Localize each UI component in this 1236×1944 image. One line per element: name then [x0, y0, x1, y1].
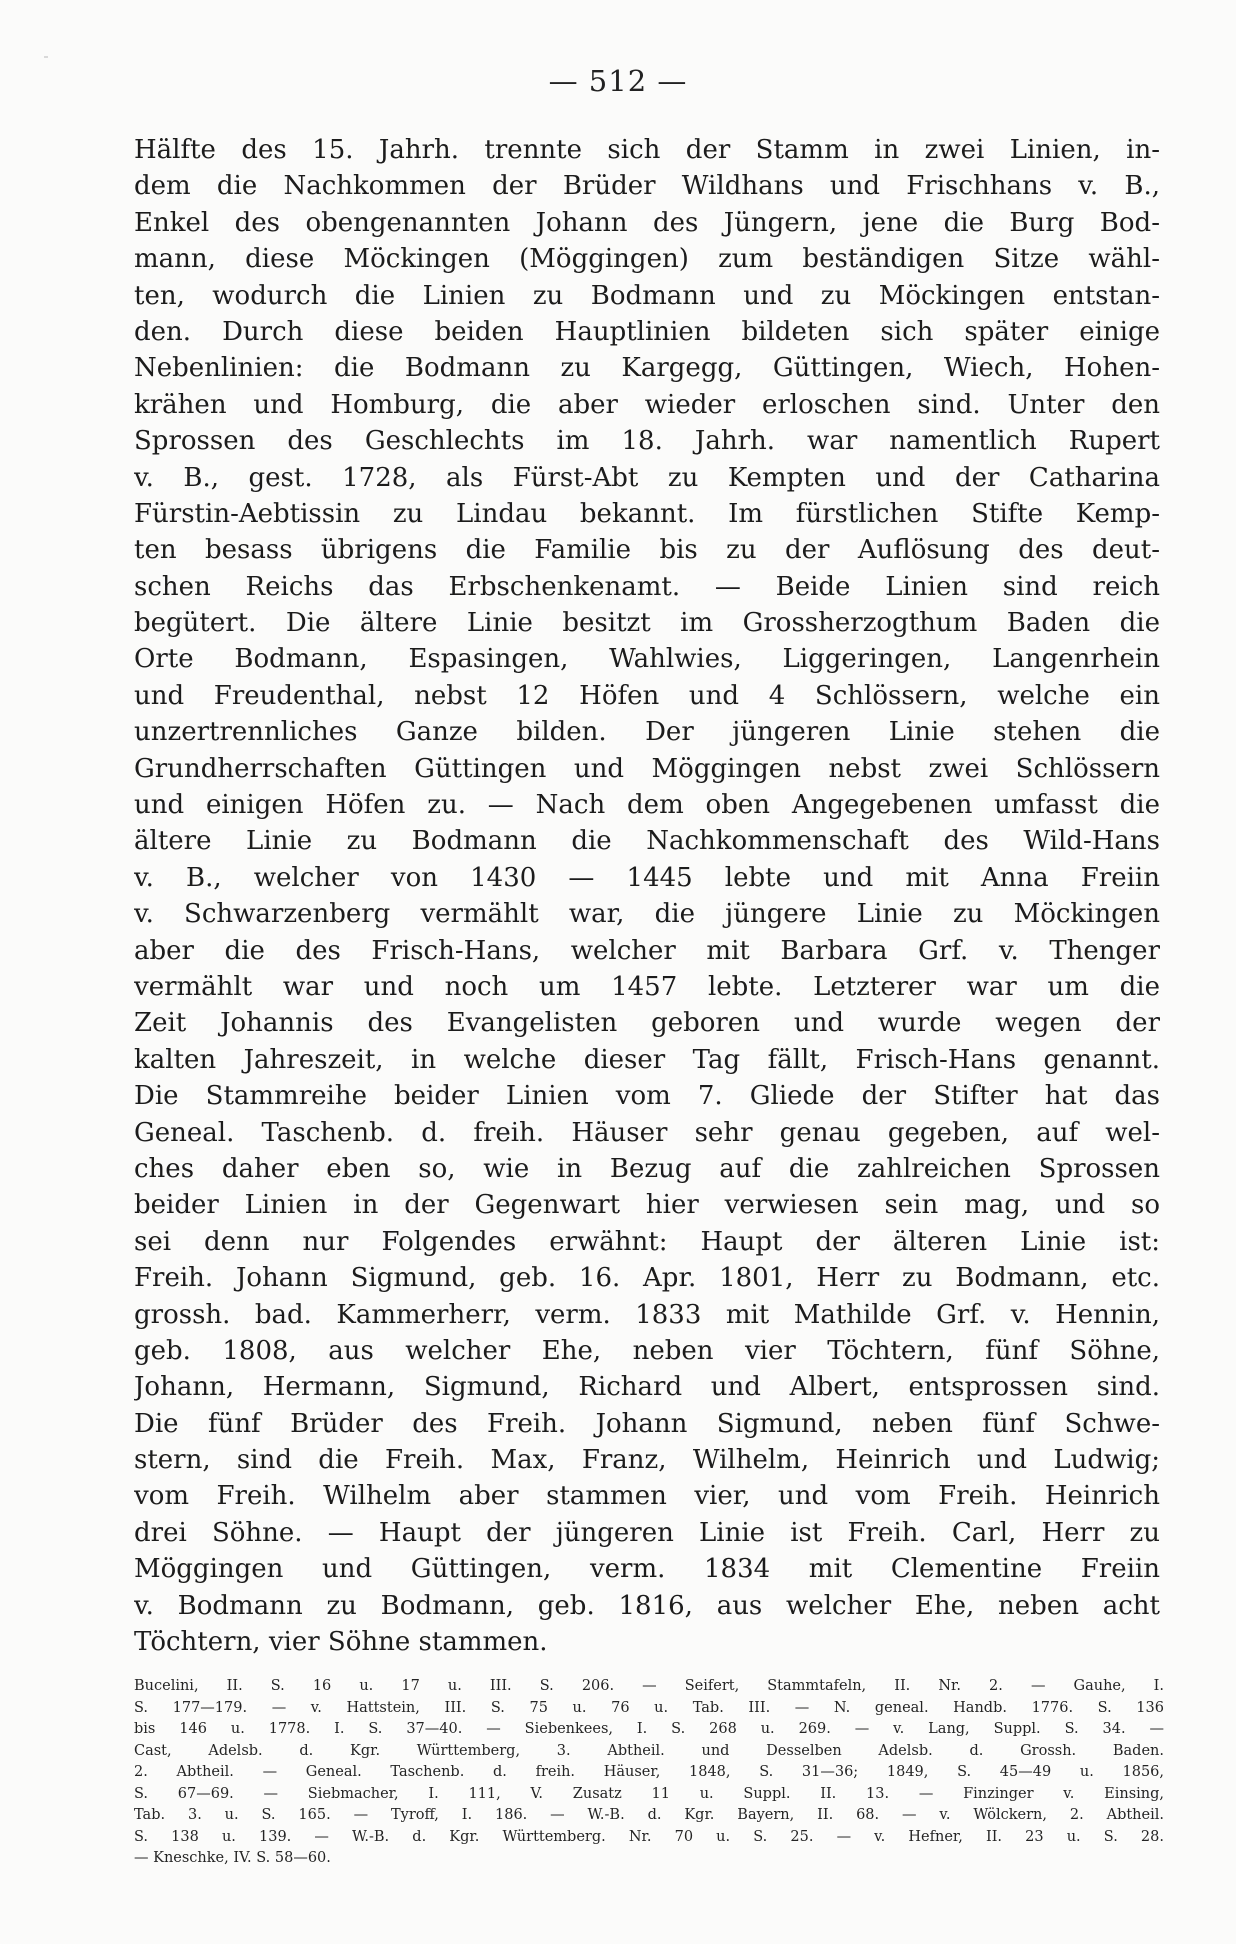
footnote-line: Tab. 3. u. S. 165. — Tyroff, I. 186. — W.-B. d. Kgr. Bayern, II. 68. — v. Wölckern, 2. Abtheil.	[134, 1807, 1164, 1823]
footnote-line: — Kneschke, IV. S. 58—60.	[134, 1850, 331, 1866]
body-line: v. B., gest. 1728, als Fürst-Abt zu Kempten und der Catharina	[134, 462, 1160, 493]
footnotes	[134, 1676, 1164, 1870]
body-line: v. Bodmann zu Bodmann, geb. 1816, aus welcher Ehe, neben acht	[134, 1590, 1160, 1621]
scan-speck	[44, 56, 48, 58]
body-text	[134, 132, 1160, 1660]
body-line: schen Reichs das Erbschenkenamt. — Beide Linien sind reich	[134, 571, 1160, 602]
body-line: mann, diese Möckingen (Möggingen) zum beständigen Sitze wähl-	[134, 244, 1160, 275]
body-line: beider Linien in der Gegenwart hier verwiesen sein mag, und so	[134, 1190, 1160, 1221]
body-line: Töchtern, vier Söhne stammen.	[134, 1627, 548, 1658]
body-line: und Freudenthal, nebst 12 Höfen und 4 Schlössern, welche ein	[134, 680, 1160, 711]
body-line: ches daher eben so, wie in Bezug auf die zahlreichen Sprossen	[134, 1153, 1160, 1184]
body-line: unzertrennliches Ganze bilden. Der jüngeren Linie stehen die	[134, 717, 1160, 748]
body-line: Fürstin-Aebtissin zu Lindau bekannt. Im fürstlichen Stifte Kemp-	[134, 498, 1160, 529]
body-line: ältere Linie zu Bodmann die Nachkommenschaft des Wild-Hans	[134, 826, 1160, 857]
footnote-line: Cast, Adelsb. d. Kgr. Württemberg, 3. Abtheil. und Desselben Adelsb. d. Grossh. Baden.	[134, 1742, 1164, 1759]
body-line: Die Stammreihe beider Linien vom 7. Gliede der Stifter hat das	[134, 1081, 1160, 1112]
footnote-line: Bucelini, II. S. 16 u. 17 u. III. S. 206. — Seifert, Stammtafeln, II. Nr. 2. — Gauhe, I.	[134, 1678, 1164, 1694]
footnote-line: bis 146 u. 1778. I. S. 37—40. — Siebenkees, I. S. 268 u. 269. — v. Lang, Suppl. S. 34. —	[134, 1721, 1164, 1737]
body-line: Hälfte des 15. Jahrh. trennte sich der Stamm in zwei Linien, in-	[134, 135, 1160, 165]
footnote-line: S. 177—179. — v. Hattstein, III. S. 75 u. 76 u. Tab. III. — N. geneal. Handb. 1776. S. 136	[134, 1699, 1164, 1716]
body-line: vermählt war und noch um 1457 lebte. Letzterer war um die	[134, 971, 1160, 1002]
body-line: v. B., welcher von 1430 — 1445 lebte und mit Anna Freiin	[134, 862, 1160, 893]
body-line: geb. 1808, aus welcher Ehe, neben vier Töchtern, fünf Söhne,	[134, 1335, 1160, 1366]
body-line: Enkel des obengenannten Johann des Jüngern, jene die Burg Bod-	[134, 207, 1160, 238]
body-line: Geneal. Taschenb. d. freih. Häuser sehr genau gegeben, auf wel-	[134, 1117, 1160, 1148]
body-line: sei denn nur Folgendes erwähnt: Haupt der älteren Linie ist:	[134, 1226, 1160, 1257]
body-line: dem die Nachkommen der Brüder Wildhans und Frischhans v. B.,	[134, 171, 1160, 202]
body-line: Zeit Johannis des Evangelisten geboren und wurde wegen der	[134, 1008, 1160, 1039]
body-line: Möggingen und Güttingen, verm. 1834 mit Clementine Freiin	[134, 1554, 1160, 1585]
body-line: stern, sind die Freih. Max, Franz, Wilhelm, Heinrich und Ludwig;	[134, 1445, 1160, 1476]
body-line: krähen und Homburg, die aber wieder erloschen sind. Unter den	[134, 389, 1160, 420]
body-line: Johann, Hermann, Sigmund, Richard und Albert, entsprossen sind.	[134, 1372, 1160, 1403]
body-line: kalten Jahreszeit, in welche dieser Tag fällt, Frisch-Hans genannt.	[134, 1044, 1160, 1075]
body-line: Sprossen des Geschlechts im 18. Jahrh. war namentlich Rupert	[134, 426, 1160, 457]
body-line: den. Durch diese beiden Hauptlinien bildeten sich später einige	[134, 316, 1160, 347]
body-line: begütert. Die ältere Linie besitzt im Grossherzogthum Baden die	[134, 608, 1160, 639]
body-line: ten, wodurch die Linien zu Bodmann und zu Möckingen entstan-	[134, 280, 1160, 311]
body-line: Grundherrschaften Güttingen und Möggingen nebst zwei Schlössern	[134, 753, 1160, 784]
body-line: drei Söhne. — Haupt der jüngeren Linie ist Freih. Carl, Herr zu	[134, 1517, 1160, 1548]
body-line: aber die des Frisch-Hans, welcher mit Barbara Grf. v. Thenger	[134, 935, 1160, 966]
body-line: vom Freih. Wilhelm aber stammen vier, und vom Freih. Heinrich	[134, 1481, 1160, 1512]
footnote-line: S. 138 u. 139. — W.-B. d. Kgr. Württemberg. Nr. 70 u. S. 25. — v. Hefner, II. 23 u. S. 28.	[134, 1828, 1164, 1845]
body-line: Die fünf Brüder des Freih. Johann Sigmund, neben fünf Schwe-	[134, 1408, 1160, 1439]
body-line: und einigen Höfen zu. — Nach dem oben Angegebenen umfasst die	[134, 790, 1160, 821]
body-line: ten besass übrigens die Familie bis zu der Auflösung des deut-	[134, 535, 1160, 566]
body-line: grossh. bad. Kammerherr, verm. 1833 mit Mathilde Grf. v. Hennin,	[134, 1299, 1160, 1330]
body-line: Freih. Johann Sigmund, geb. 16. Apr. 1801, Herr zu Bodmann, etc.	[134, 1263, 1160, 1294]
footnote-line: S. 67—69. — Siebmacher, I. 111, V. Zusatz 11 u. Suppl. II. 13. — Finzinger v. Einsing,	[134, 1785, 1164, 1802]
body-line: Nebenlinien: die Bodmann zu Kargegg, Güttingen, Wiech, Hohen-	[134, 353, 1160, 384]
page-number: — 512 —	[548, 64, 688, 98]
body-line: Orte Bodmann, Espasingen, Wahlwies, Liggeringen, Langenrhein	[134, 644, 1160, 675]
body-line: v. Schwarzenberg vermählt war, die jüngere Linie zu Möckingen	[134, 899, 1160, 930]
footnote-line: 2. Abtheil. — Geneal. Taschenb. d. freih. Häuser, 1848, S. 31—36; 1849, S. 45—49 u. 1856,	[134, 1764, 1164, 1780]
